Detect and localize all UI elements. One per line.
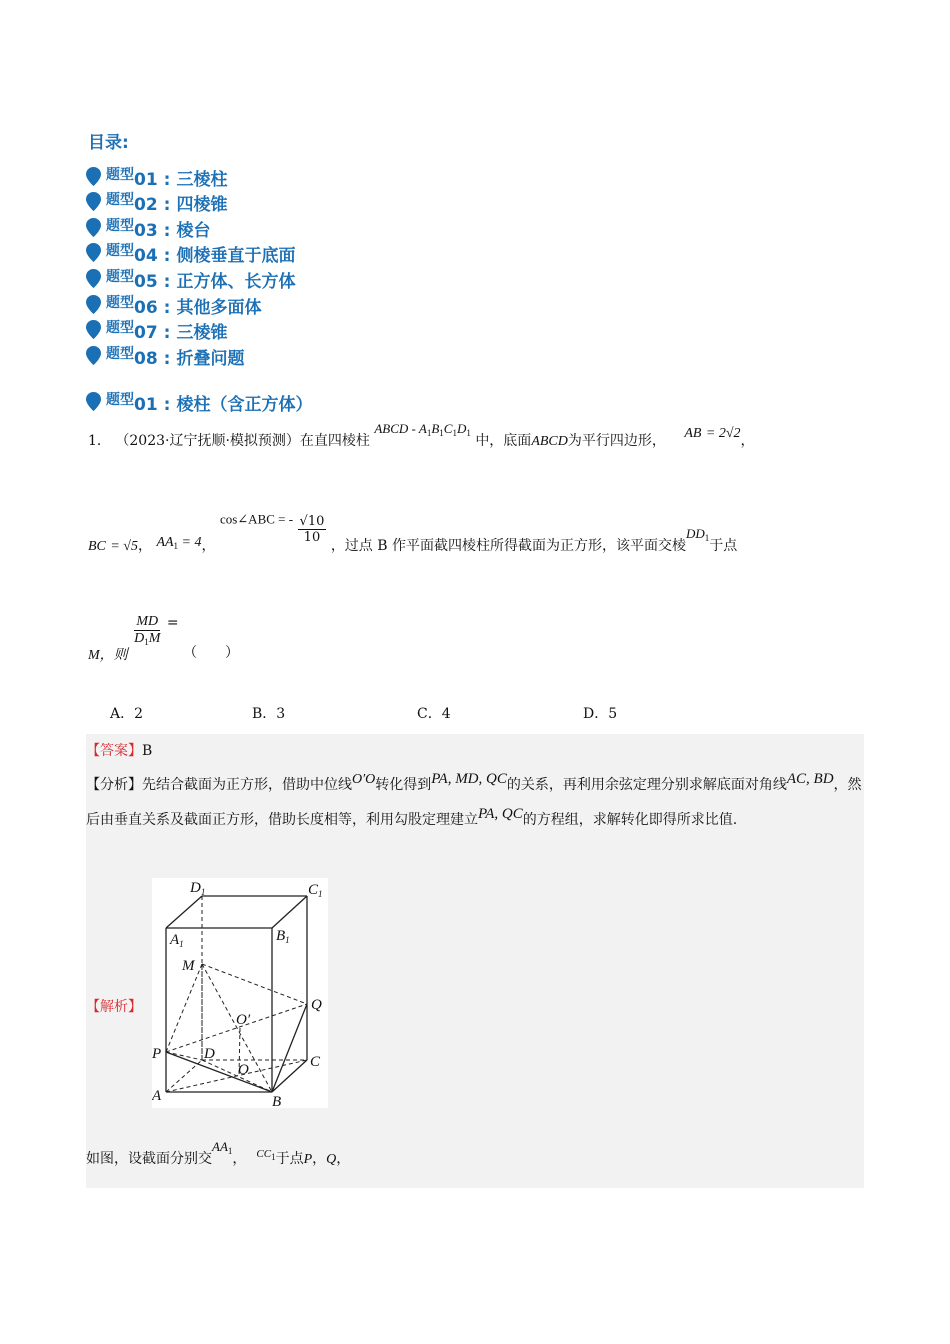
bc-value: = √5 — [110, 538, 138, 554]
paqc-label: PA, QC — [478, 806, 523, 822]
question-source: （2023·辽宁抚顺·模拟预测）在直四棱柱 — [115, 433, 370, 449]
question-number: 1． — [88, 433, 111, 449]
toc-label: 棱台 — [176, 220, 211, 241]
toc-item[interactable] — [86, 266, 295, 292]
edge-AD — [166, 1060, 202, 1092]
sub-index: 1 — [173, 540, 179, 551]
toc-item[interactable] — [86, 343, 295, 369]
label-D: D — [204, 1046, 215, 1062]
option-a[interactable]: A．2 — [110, 706, 144, 722]
toc-sep: : — [163, 195, 171, 216]
sub-index: 1 — [227, 1146, 233, 1156]
dd-label: DD — [686, 525, 705, 541]
cos-den: 10 — [303, 530, 321, 545]
prism-c: C — [443, 421, 453, 436]
toc-label: 其他多面体 — [176, 297, 262, 318]
toc-code: 02 — [134, 195, 158, 216]
final-text: 如图，设截面分别交 — [86, 1151, 212, 1167]
label-A1: $A_1$ — [170, 932, 184, 949]
mid-text: 中，底面 — [475, 433, 532, 449]
section-tag: 题型 — [106, 392, 134, 408]
label-B: B — [272, 1094, 282, 1108]
aa-label: AA — [212, 1139, 228, 1154]
answer-tag: 【答案】 — [86, 743, 142, 759]
answer-line — [86, 740, 152, 760]
toc-tag: 题型 — [106, 243, 134, 260]
ab-label: AB — [684, 426, 702, 441]
analysis-tag: 【分析】 — [86, 777, 142, 793]
cos-num: √10 — [299, 514, 325, 529]
question-line-3 — [88, 614, 240, 663]
answer-value: B — [142, 743, 153, 759]
sub-index: 1 — [271, 1152, 276, 1162]
edge-B1C1 — [272, 896, 307, 928]
toc-label: 三棱锥 — [176, 323, 228, 344]
toc-item[interactable] — [86, 241, 295, 267]
prism-b: B — [431, 421, 440, 436]
toc-item[interactable] — [86, 215, 295, 241]
analysis-paragraph — [86, 768, 864, 838]
option-c[interactable]: C．4 — [417, 706, 451, 722]
solution-tag: 【解析】 — [86, 999, 142, 1015]
label-D1: $D_1$ — [190, 880, 206, 897]
analysis-text: 的关系，再利用余弦定理分别求解底面对角线 — [506, 777, 787, 793]
toc-code: 06 — [134, 297, 158, 318]
oo-label: O′O — [352, 772, 376, 787]
ratio-num: MD — [136, 614, 159, 629]
prism-figure — [152, 878, 328, 1108]
label-Oprime: O′ — [236, 1012, 251, 1028]
prism-a: ABCD - A — [374, 421, 427, 436]
toc-tag: 题型 — [106, 345, 134, 362]
toc-sep: : — [163, 271, 171, 292]
toc-code: 04 — [134, 246, 158, 267]
final-line — [86, 1139, 351, 1168]
pin-icon — [86, 167, 101, 186]
sub-index: 1 — [144, 637, 149, 647]
toc-label: 四棱锥 — [176, 195, 228, 216]
final-text: 于点 — [275, 1151, 304, 1167]
edge-D1A1 — [166, 896, 202, 928]
toc-sep: : — [163, 297, 171, 318]
edge-DB — [202, 1060, 272, 1092]
pin-icon — [86, 346, 101, 365]
sub-index: 1 — [704, 532, 710, 543]
toc-sep: : — [163, 169, 171, 190]
aa-label: AA — [156, 534, 174, 550]
option-b[interactable]: B．3 — [252, 706, 286, 722]
acbd-label: AC, BD — [786, 771, 834, 787]
pin-icon — [86, 295, 101, 314]
label-Q: Q — [311, 997, 322, 1013]
edge-MB — [202, 964, 272, 1092]
label-A: A — [152, 1088, 162, 1104]
pin-icon — [86, 392, 101, 411]
sub-index: 1 — [426, 428, 432, 438]
sub-index: 1 — [452, 428, 457, 438]
option-d[interactable]: D．5 — [583, 706, 618, 722]
section-label: 棱柱（含正方体） — [176, 395, 313, 415]
question-line-2 — [88, 504, 738, 554]
label-P: P — [152, 1046, 162, 1062]
final-end: ， — [336, 1151, 351, 1167]
toc-tag: 题型 — [106, 268, 134, 285]
edge-BC — [272, 1060, 307, 1092]
ratio-fraction — [132, 614, 162, 647]
toc-code: 07 — [134, 323, 158, 344]
pin-icon — [86, 192, 101, 211]
toc-sep: : — [163, 220, 171, 241]
equals: = — [166, 614, 179, 631]
analysis-text: ，然后由垂直关系及截面正方形，借助长度相等，利用勾股定理建立 — [86, 777, 862, 828]
answer-box — [86, 734, 864, 1188]
sub-index: 1 — [466, 428, 471, 438]
cos-fraction — [298, 514, 327, 545]
toc-code: 05 — [134, 271, 158, 292]
toc-sep: : — [163, 348, 171, 369]
pmq-label: PA, MD, QC — [431, 771, 507, 787]
bc-label: BC — [88, 538, 106, 554]
label-C1: $C_1$ — [308, 882, 323, 899]
question-line-1 — [88, 421, 755, 450]
comma: ， — [232, 1151, 247, 1167]
line2-text: ，过点 B 作平面截四棱柱所得截面为正方形，该平面交棱 — [330, 537, 686, 554]
toc-tag: 题型 — [106, 166, 134, 183]
aa-value: = 4 — [181, 534, 202, 550]
toc-list — [86, 164, 295, 369]
toc-title: 目录: — [88, 133, 129, 153]
toc-tag: 题型 — [106, 192, 134, 209]
ratio-den-b: M — [148, 631, 161, 646]
toc-item[interactable] — [86, 318, 295, 344]
label-C: C — [310, 1054, 321, 1070]
pin-icon — [86, 269, 101, 288]
toc-item[interactable] — [86, 190, 295, 216]
toc-sep: : — [163, 246, 171, 267]
prism-formula — [374, 421, 471, 436]
section-sep: : — [163, 395, 171, 415]
prism-diagram — [152, 878, 328, 1108]
toc-code: 08 — [134, 348, 158, 369]
shape-text: 为平行四边形， — [567, 433, 666, 449]
section-heading — [86, 390, 312, 415]
toc-code: 01 — [134, 169, 158, 190]
point-q: Q — [326, 1152, 337, 1167]
base-name: ABCD — [531, 434, 568, 449]
toc-label: 折叠问题 — [176, 348, 245, 369]
comma: ， — [740, 433, 755, 449]
ab-value: = 2√2 — [705, 426, 741, 441]
label-B1: $B_1$ — [276, 928, 290, 945]
answer-blank: （ ） — [183, 644, 240, 661]
label-M: M — [182, 958, 195, 974]
toc-item[interactable] — [86, 164, 295, 190]
toc-tag: 题型 — [106, 294, 134, 311]
toc-code: 03 — [134, 220, 158, 241]
prism-d: D — [456, 421, 467, 436]
sub-index: 1 — [439, 428, 444, 438]
analysis-text: 转化得到 — [375, 777, 432, 793]
line2-end: 于点 — [709, 537, 738, 554]
label-O: O — [238, 1062, 249, 1078]
analysis-text: 先结合截面为正方形，借助中位线 — [142, 777, 352, 793]
point-p: P — [303, 1152, 313, 1167]
toc-sep: : — [163, 323, 171, 344]
toc-item[interactable] — [86, 292, 295, 318]
cc-label: CC — [256, 1148, 272, 1160]
comma: ， — [137, 537, 152, 554]
edge-PM — [166, 964, 202, 1052]
comma: ， — [312, 1151, 327, 1167]
pin-icon — [86, 320, 101, 339]
toc-tag: 题型 — [106, 217, 134, 234]
edge-MQ — [202, 964, 307, 1004]
toc-label: 侧棱垂直于底面 — [176, 246, 296, 267]
analysis-text: 的方程组，求解转化即得所求比值. — [522, 812, 738, 828]
toc-tag: 题型 — [106, 320, 134, 337]
pin-icon — [86, 218, 101, 237]
comma: ， — [201, 537, 216, 554]
m-text: M，则 — [88, 647, 128, 663]
cos-label: cos∠ABC = - — [219, 511, 294, 527]
toc-label: 正方体、长方体 — [176, 271, 296, 292]
edge-QB — [272, 1004, 307, 1092]
section-code: 01 — [134, 395, 158, 415]
toc-label: 三棱柱 — [176, 169, 228, 190]
ratio-den-a: D — [134, 631, 145, 646]
pin-icon — [86, 243, 101, 262]
